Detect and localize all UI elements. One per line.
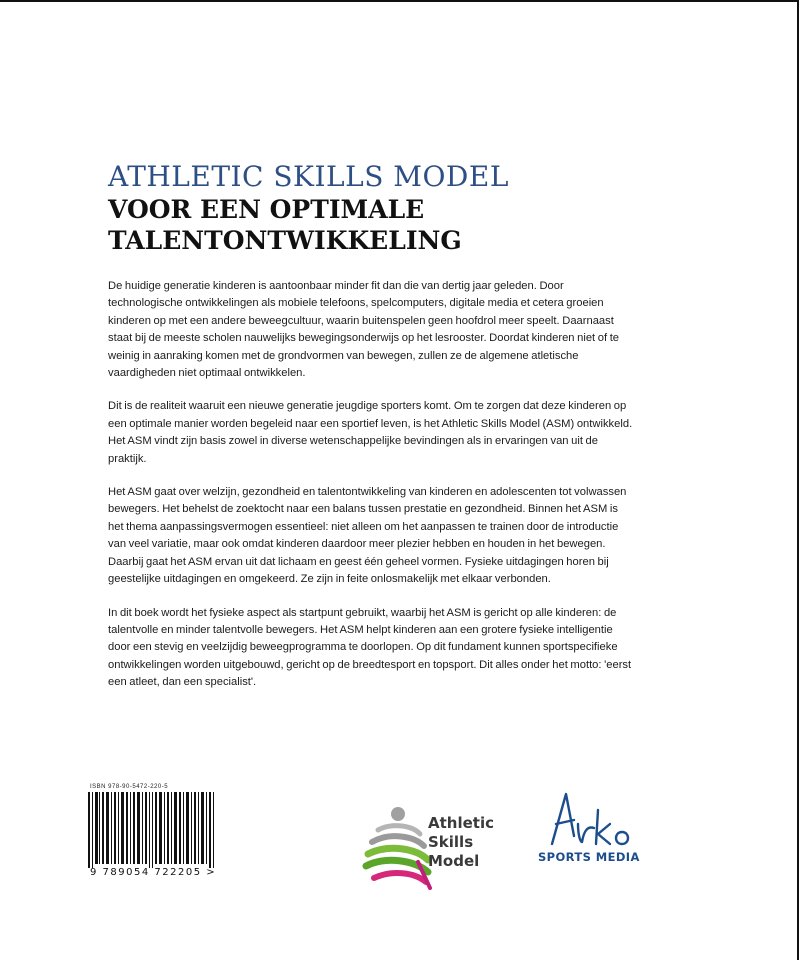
paragraph-2: Dit is de realiteit waaruit een nieuwe generatie jeugdige sporters komt. Om te zorgen dat deze kinderen op een optimale manier worden begeleid naar een sportief leven, is het Athletic Skills Model (ASM) ontwikkeld. Het ASM vindt zijn basis zowel in diverse wetenschappelijke bevindingen als in ervaringen van uit de praktijk. <box>108 400 633 465</box>
barcode <box>86 784 226 884</box>
title-block <box>108 160 668 256</box>
asm-word-1: Athletic <box>428 814 494 832</box>
paragraph-4: In dit boek wordt het fysieke aspect als startpunt gebruikt, waarbij het ASM is gericht op alle kinderen: de talentvolle en minder talentvolle bewegers. Het ASM helpt kinderen aan een grotere fysieke intelligentie door een stevig en veelzijdig beweegprogramma te doorlopen. Op dit fundament kunnen sportspecifieke ontwikkelingen worden uitgebouwd, gericht op de breedtesport en topsport. Dit alles onder het motto: 'eerst een atleet, dan een specialist'. <box>108 606 632 689</box>
barcode-digits: 9 789054 722205 > <box>90 867 217 878</box>
athletic-skills-model-logo <box>358 800 508 890</box>
title-line-1: ATHLETIC SKILLS MODEL <box>108 160 509 193</box>
asm-word-2: Skills <box>428 833 474 851</box>
title-line-2: VOOR EEN OPTIMALE <box>108 195 425 224</box>
barcode-bars-icon <box>86 792 218 868</box>
arko-sports-media-logo <box>538 790 648 880</box>
arko-tagline: SPORTS MEDIA <box>538 850 640 864</box>
isbn-label: ISBN 978-90-5472-220-5 <box>90 784 169 790</box>
asm-wordmark <box>428 814 494 871</box>
paragraph-3: Het ASM gaat over welzijn, gezondheid en talentontwikkeling van kinderen en adolescenten tot volwassen bewegers. Het behelst de zoektocht naar een balans tussen prestatie en gezondheid. Binnen het ASM is het thema aanpassingsvermogen essentieel: niet alleen om het aanpassen te trainen door de introductie van veel variatie, maar ook omdat kinderen daardoor meer plezier hebben en houden in het bewegen. Daarbij gaat het ASM ervan uit dat lichaam en geest één geheel vormen. Fysieke uitdagingen horen bij geestelijke uitdagingen en omgekeerd. Ze zijn in feite onlosmakelijk met elkaar verbonden. <box>108 486 627 586</box>
arko-script-icon <box>544 790 644 852</box>
title-line-3: TALENTONTWIKKELING <box>108 226 462 255</box>
asm-swirl-icon <box>358 800 438 890</box>
paragraph-1: De huidige generatie kinderen is aantoonbaar minder fit dan die van dertig jaar geleden. Door technologische ontwikkelingen als mobiele telefoons, spelcomputers, digitale media et cetera groeien kinderen op met een andere beweegcultuur, waarin buitenspelen geen hoofdrol meer speelt. Daarnaast staat bij de meeste scholen nauwelijks bewegingsonderwijs op het lesrooster. Doordat kinderen niet of te weinig in aanraking komen met de grondvormen van bewegen, zullen ze de algemene atletische vaardigheden niet optimaal ontwikkelen. <box>108 280 620 380</box>
top-border <box>0 0 799 2</box>
asm-word-3: Model <box>428 852 480 870</box>
body-text <box>108 278 636 708</box>
